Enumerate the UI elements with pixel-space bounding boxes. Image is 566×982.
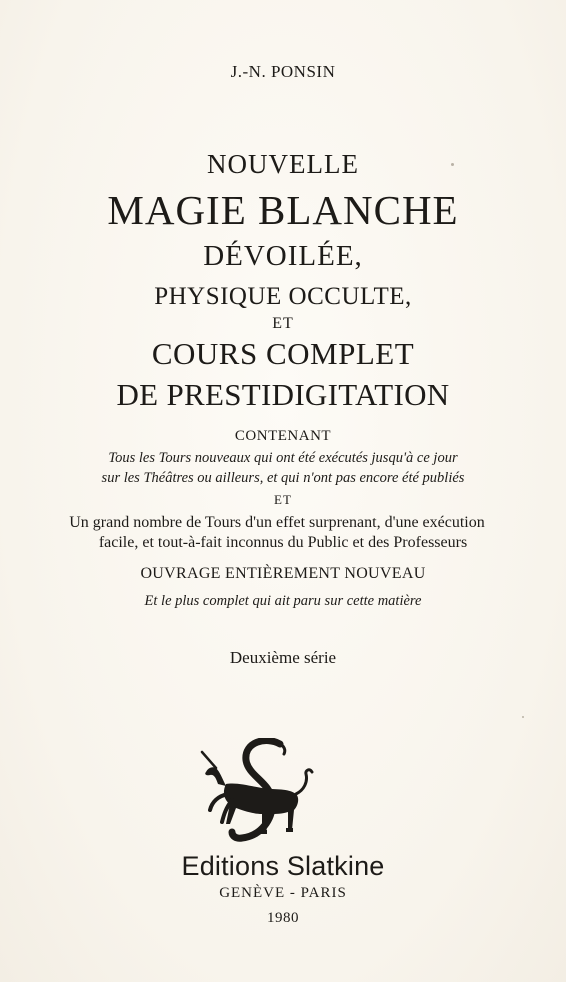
title-line-devoilee: DÉVOILÉE, (203, 240, 363, 272)
unicorn-s-emblem-icon (196, 738, 314, 850)
title-line-et: ET (272, 315, 294, 332)
author-name: J.-N. PONSIN (230, 62, 336, 81)
title-line-prestidigitation: DE PRESTIDIGITATION (116, 377, 450, 412)
description-line-1: Tous les Tours nouveaux qui ont été exécutés jusqu'à ce jour (108, 450, 458, 466)
paper-speck (451, 163, 454, 166)
title-line-nouvelle: NOUVELLE (207, 149, 359, 179)
publication-year: 1980 (267, 910, 299, 926)
description-ouvrage: OUVRAGE ENTIÈREMENT NOUVEAU (140, 565, 426, 582)
description-line-4: facile, et tout-à-fait inconnus du Public et des Professeurs (98, 534, 468, 551)
description-et: ET (274, 492, 292, 507)
publisher-name: Editions Slatkine (181, 851, 385, 881)
series-label: Deuxième série (229, 648, 337, 667)
publisher-cities: GENÈVE - PARIS (219, 885, 347, 901)
description-contenant: CONTENANT (234, 428, 332, 444)
title-line-physique-occulte: PHYSIQUE OCCULTE, (154, 283, 412, 310)
paper-speck (522, 716, 524, 718)
title-line-cours-complet: COURS COMPLET (151, 336, 415, 371)
title-line-magie-blanche: MAGIE BLANCHE (107, 187, 459, 233)
description-line-3: Un grand nombre de Tours d'un effet surprenant, d'une exécution (69, 514, 485, 531)
description-line-5: Et le plus complet qui ait paru sur cette matière (144, 593, 422, 609)
description-line-2: sur les Théâtres ou ailleurs, et qui n'ont pas encore été publiés (101, 470, 465, 486)
